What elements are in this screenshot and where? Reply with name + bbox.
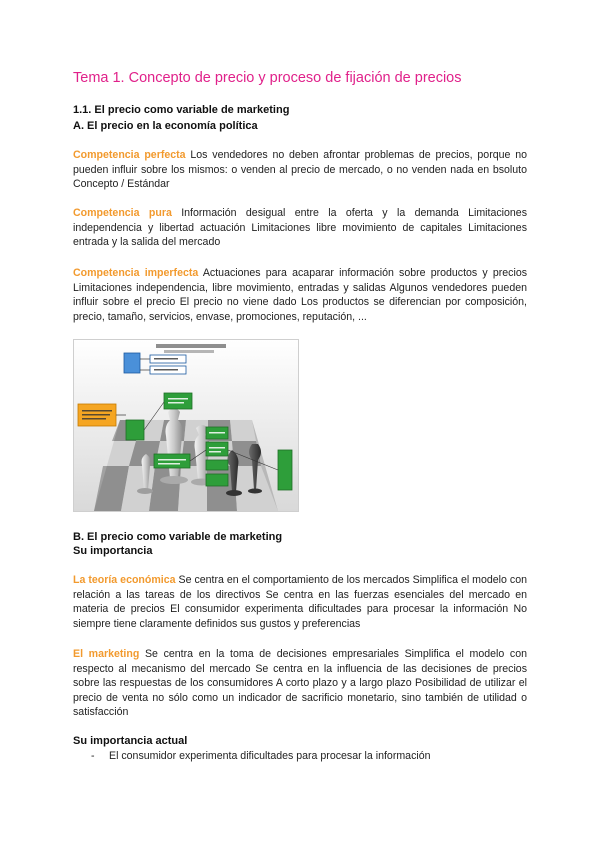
- paragraph-competencia-pura: [73, 206, 527, 250]
- section-heading-1-1: 1.1. El precio como variable de marketing: [73, 104, 290, 116]
- list-item-text: El consumidor experimenta dificultades para procesar la información: [109, 750, 431, 762]
- paragraph-competencia-perfecta: [73, 148, 527, 192]
- keyword-label: Competencia perfecta: [73, 149, 186, 161]
- diagram-blue-box: [124, 353, 140, 373]
- section-heading-b: B. El precio como variable de marketing: [73, 531, 283, 543]
- diagram-green-box: [206, 460, 228, 470]
- section-subheading-a: A. El precio en la economía política: [73, 120, 258, 132]
- bullet-dash: -: [91, 750, 95, 762]
- paragraph-teoria-economica: [73, 573, 527, 631]
- paragraph-text: Actuaciones para acaparar información sobre productos y precios Limitaciones independencia, libre movimiento, entradas y salidas Algunos vendedores pueden influir sobre el precio El precio no viene dado Los productos se diferencian por composición, precio, tamaño, servicios, envase, promociones, reputación, ...: [73, 267, 528, 323]
- diagram-green-box: [206, 474, 228, 486]
- paragraph-text: Se centra en la toma de decisiones empresariales Simplifica el modelo con respecto al mecanismo del mercado Se centra en la influencia de las decisiones de precios sobre las respuestas de los consumidores A corto plazo y a largo plazo Posibilidad de utilizar el precio de venta no sólo como un indicador de sacrificio monetario, sino también de utilidad o satisfacción: [73, 648, 527, 719]
- keyword-label: El marketing: [73, 648, 140, 660]
- diagram-green-box: [126, 420, 144, 440]
- paragraph-marketing: [73, 647, 527, 720]
- diagram-green-box: [154, 454, 190, 468]
- section-subheading-importancia: Su importancia: [73, 545, 153, 557]
- keyword-label: Competencia pura: [73, 207, 172, 219]
- paragraph-text: Se centra en el comportamiento de los mercados Simplifica el modelo con relación a las tareas de los directivos Se centra en las fuerzas esenciales del mercado en materia de precios El consumidor experimenta dificultades para procesar la información No siempre tiene claramente definidos sus gustos y preferencias: [73, 574, 527, 630]
- list-item: [91, 750, 431, 762]
- page-title: Tema 1. Concepto de precio y proceso de fijación de precios: [73, 70, 462, 86]
- paragraph-text: Información desigual entre la oferta y la demanda Limitaciones independencia y libertad actuación Limitaciones libre movimiento de capitales Limitaciones entrada y la salida del mercado: [73, 207, 527, 249]
- diagram-green-box: [164, 393, 192, 409]
- chess-diagram-illustration: [74, 340, 298, 511]
- keyword-label: Competencia imperfecta: [73, 267, 199, 279]
- chess-diagram-image: [73, 339, 299, 512]
- section-heading-importancia-actual: Su importancia actual: [73, 735, 188, 747]
- keyword-label: La teoría económica: [73, 574, 176, 586]
- paragraph-competencia-imperfecta: [73, 266, 527, 324]
- diagram-green-box: [278, 450, 292, 490]
- diagram-green-box: [206, 442, 228, 456]
- paragraph-text: Los vendedores no deben afrontar problemas de precios, porque no pueden influir sobre los mismos: o venden al precio de mercado, o no venden nada en bsoluto Concepto / Estándar: [73, 149, 527, 191]
